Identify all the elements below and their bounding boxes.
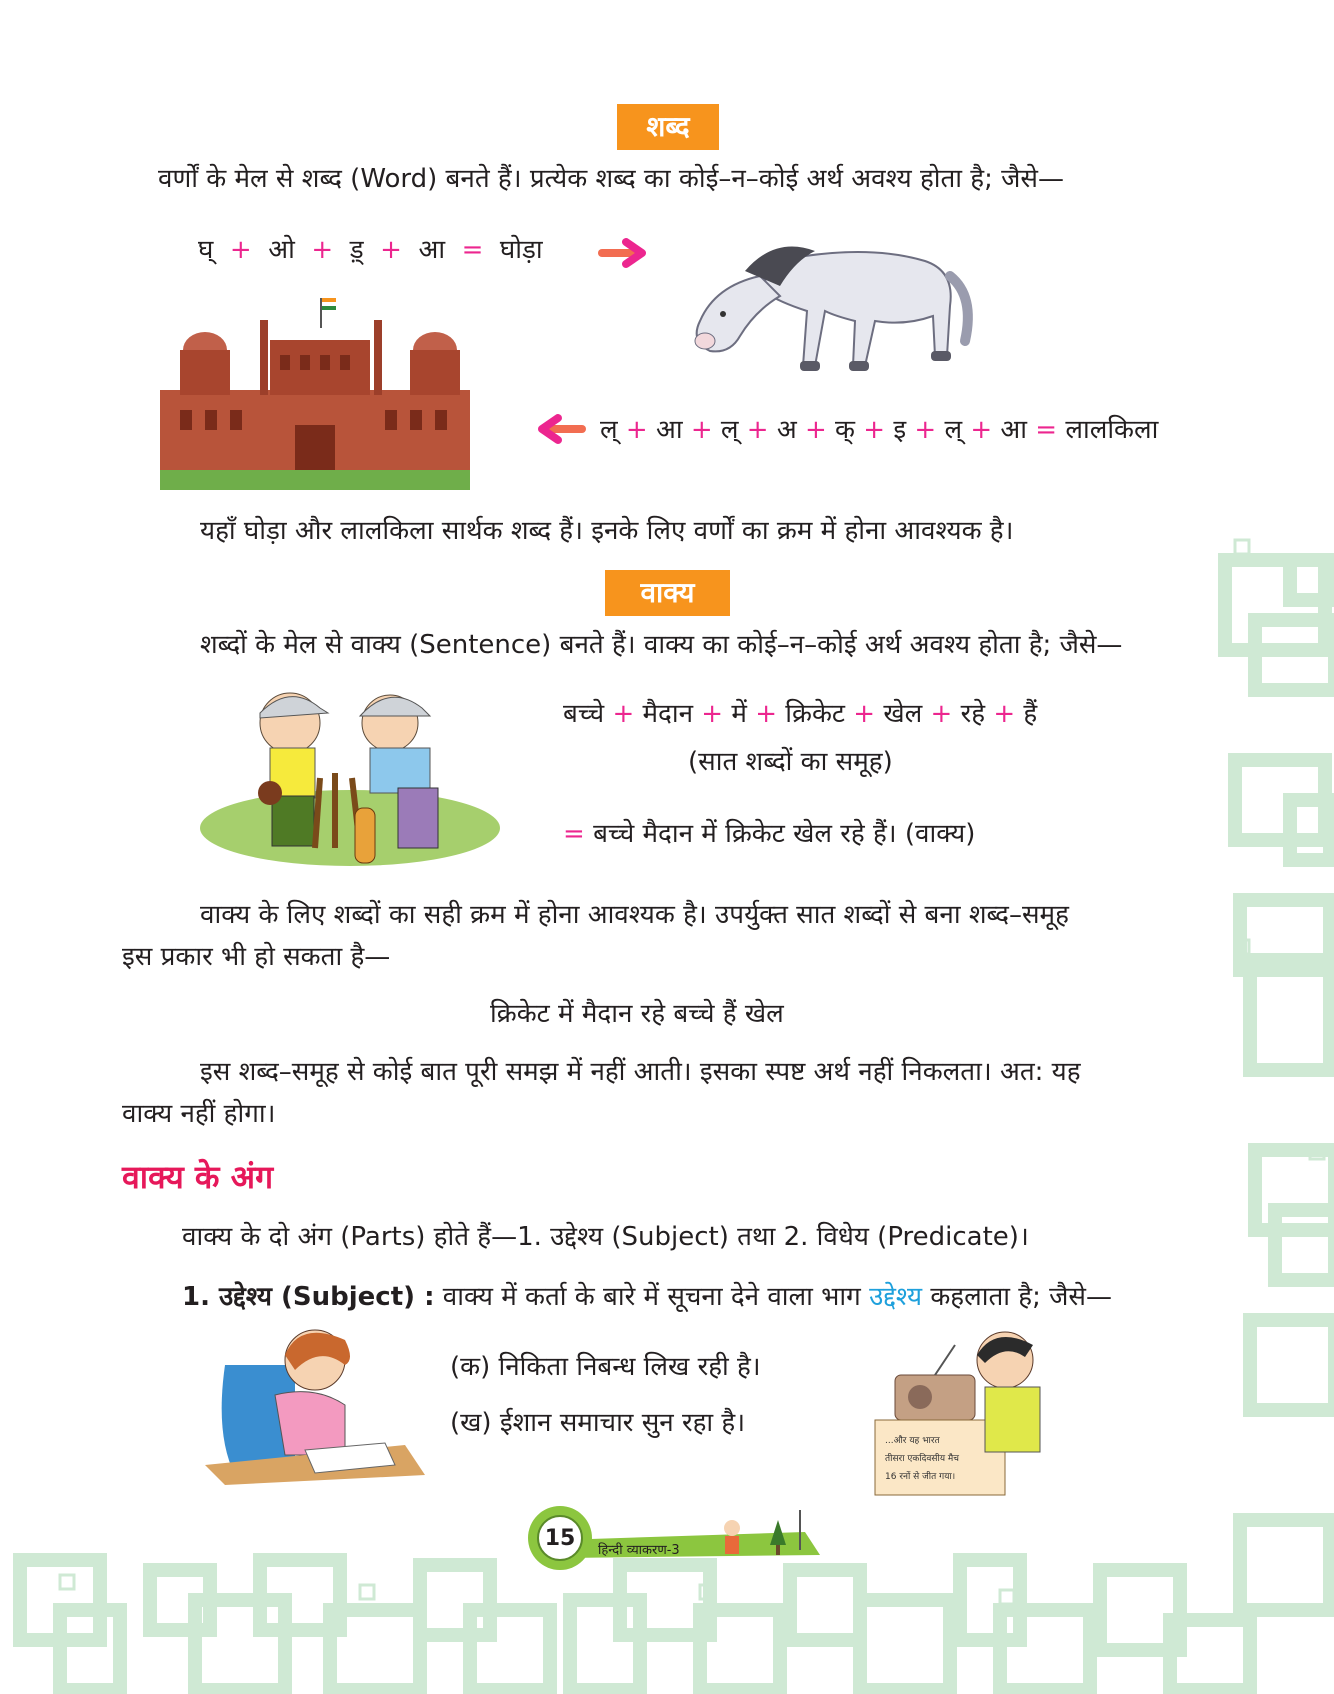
word: क्रिकेट	[785, 699, 846, 729]
letter: अ	[776, 415, 797, 445]
plus-sign: +	[311, 235, 334, 265]
plus-sign: +	[853, 699, 876, 729]
plus-sign: +	[746, 415, 769, 445]
newspaper-line: ...और यह भारत	[885, 1436, 940, 1446]
shabd-intro: वर्णों के मेल से शब्द (Word) बनते हैं। प्रत्येक शब्द का कोई–न–कोई अर्थ अवश्य होता है; जैसे—	[158, 164, 1065, 194]
equals-sign: =	[461, 235, 484, 265]
arrow-right-icon	[598, 238, 648, 268]
vakya-word-equation	[563, 697, 1037, 731]
meaning-paragraph-line2: वाक्य नहीं होगा।	[122, 1099, 276, 1129]
equals-sign: =	[563, 819, 585, 849]
plus-sign: +	[690, 415, 713, 445]
letter: ल्	[600, 415, 618, 445]
vakya-intro: शब्दों के मेल से वाक्य (Sentence) बनते हैं। वाक्य का कोई–न–कोई अर्थ अवश्य होता है; जैसे—	[200, 630, 1123, 660]
red-fort-illustration	[160, 320, 470, 490]
jumbled-words: क्रिकेट में मैदान रहे बच्चे हैं खेल	[490, 999, 784, 1029]
plus-sign: +	[229, 235, 252, 265]
letter: इ	[893, 415, 907, 445]
sentence: बच्चे मैदान में क्रिकेट खेल रहे हैं। (वाक्य)	[593, 819, 976, 849]
letter: घ्	[198, 235, 214, 265]
word: बच्चे	[563, 699, 605, 729]
equals-sign: =	[1035, 415, 1058, 445]
letter: आ	[418, 235, 446, 265]
plus-sign: +	[380, 235, 402, 265]
plus-sign: +	[863, 415, 886, 445]
newspaper-line: 16 रनों से जीत गया।	[885, 1472, 956, 1482]
parts-heading: वाक्य के अंग	[122, 1158, 274, 1196]
plus-sign: +	[930, 699, 953, 729]
word: हैं	[1023, 699, 1038, 729]
word: रहे	[960, 699, 986, 729]
subject-highlight: उद्देश्य	[869, 1282, 923, 1312]
plus-sign: +	[993, 699, 1016, 729]
parts-intro: वाक्य के दो अंग (Parts) होते हैं—1. उद्देश्य (Subject) तथा 2. विधेय (Predicate)।	[182, 1222, 1029, 1252]
lalkila-equation	[600, 413, 1158, 447]
example-k: (क) निकिता निबन्ध लिख रही है।	[450, 1352, 761, 1382]
word: खेल	[883, 699, 923, 729]
plus-sign: +	[755, 699, 777, 729]
cricket-illustration	[200, 678, 500, 868]
example-kh: (ख) ईशान समाचार सुन रहा है।	[450, 1408, 746, 1438]
subject-label: 1. उद्देश्य (Subject) :	[182, 1282, 435, 1312]
word: में	[731, 699, 747, 729]
order-paragraph-line1: वाक्य के लिए शब्दों का सही क्रम में होना आवश्यक है। उपर्युक्त सात शब्दों से बना शब्द–समूह	[200, 900, 1069, 930]
book-title: हिन्दी व्याकरण-3	[598, 1543, 680, 1558]
arrow-left-icon	[536, 414, 586, 444]
horse-illustration	[685, 216, 975, 386]
subject-definition	[182, 1280, 1112, 1314]
plus-sign: +	[701, 699, 724, 729]
letter: ल्	[720, 415, 739, 445]
newspaper-line: तीसरा एकदिवसीय मैच	[885, 1454, 960, 1464]
vakya-result	[563, 817, 975, 851]
letter: ड़्	[349, 235, 364, 265]
letter: आ	[655, 415, 683, 445]
plus-sign: +	[970, 415, 993, 445]
order-paragraph-line2: इस प्रकार भी हो सकता है—	[122, 942, 391, 972]
word-group-caption: (सात शब्दों का समूह)	[688, 747, 893, 777]
girl-writing-illustration	[205, 1325, 425, 1485]
plus-sign: +	[914, 415, 937, 445]
result-word: लालकिला	[1065, 415, 1159, 445]
shabd-heading: शब्द	[617, 104, 719, 150]
plus-sign: +	[612, 699, 635, 729]
meaning-paragraph-line1: इस शब्द–समूह से कोई बात पूरी समझ में नहीं आती। इसका स्पष्ट अर्थ नहीं निकलता। अत: यह	[200, 1057, 1081, 1087]
boy-radio-illustration	[875, 1325, 1065, 1495]
subject-text: वाक्य में कर्ता के बारे में सूचना देने वाला भाग	[442, 1282, 861, 1312]
word: मैदान	[642, 699, 694, 729]
shabd-conclusion: यहाँ घोड़ा और लालकिला सार्थक शब्द हैं। इनके लिए वर्णों का क्रम में होना आवश्यक है।	[200, 516, 1014, 546]
page-number: 15	[544, 1526, 576, 1551]
plus-sign: +	[625, 415, 648, 445]
letter: आ	[1000, 415, 1027, 445]
letter: क्	[835, 415, 856, 445]
result-word: घोड़ा	[499, 235, 543, 265]
subject-text-end: कहलाता है; जैसे—	[930, 1282, 1112, 1312]
plus-sign: +	[804, 415, 827, 445]
ghoda-equation	[198, 233, 543, 267]
letter: ल्	[944, 415, 963, 445]
letter: ओ	[268, 235, 295, 265]
vakya-heading: वाक्य	[605, 570, 730, 616]
